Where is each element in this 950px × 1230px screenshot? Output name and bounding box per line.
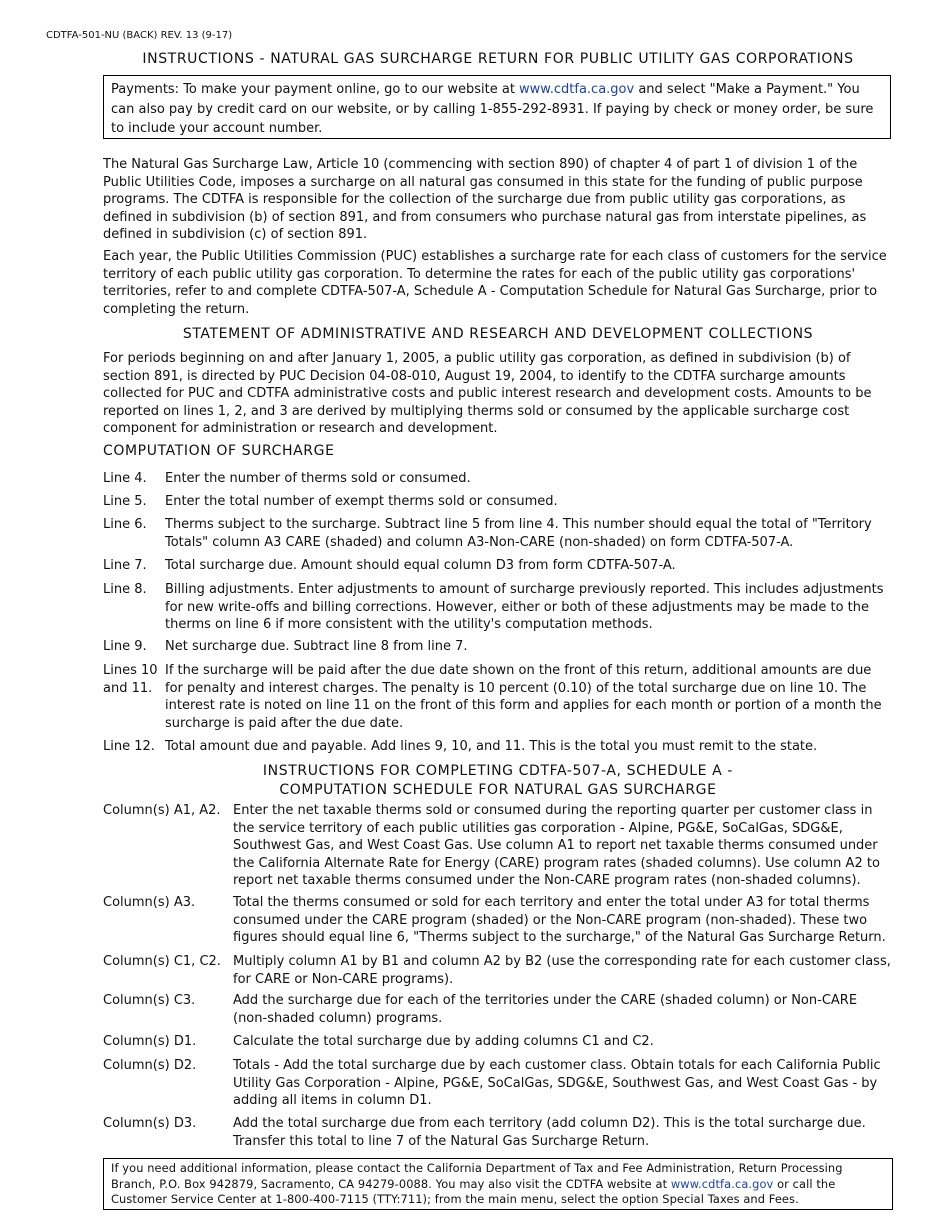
column-c1-c2-label: Column(s) C1, C2.: [103, 954, 221, 969]
computation-heading: COMPUTATION OF SURCHARGE: [103, 443, 335, 459]
schedule-heading-line-1: INSTRUCTIONS FOR COMPLETING CDTFA-507-A, SCHEDULE A -: [262, 763, 734, 779]
column-d2-text: Totals - Add the total surcharge due by each customer class. Obtain totals for each California Public Utility Gas Corporation - Alpine, PG&E, SoCalGas, SDG&E, Southwest Gas, and West Coast Gas - by adding all items in column D1.: [233, 1058, 881, 1108]
column-c3-label: Column(s) C3.: [103, 993, 196, 1008]
intro-paragraph-2: Each year, the Public Utilities Commission (PUC) establishes a surcharge rate for each class of customers for the service territory of each public utility gas corporation. To determine the rates for each of the public utility gas corporations' territories, refer to and complete CDTFA-507-A, Schedule A - Computation Schedule for Natural Gas Surcharge, prior to completing the return.: [103, 249, 887, 317]
payments-box: [103, 75, 891, 139]
statement-paragraph: For periods beginning on and after January 1, 2005, a public utility gas corporation, as defined in subdivision (b) of section 891, is directed by PUC Decision 04-08-010, August 19, 2004, to identify to the CDTFA surcharge amounts collected for PUC and CDTFA administrative costs and public interest research and development costs. Amounts to be reported on lines 1, 2, and 3 are derived by multiplying therms sold or consumed by the applicable surcharge cost component for administration or research and development.: [103, 351, 872, 436]
line-6-label: Line 6.: [103, 517, 147, 532]
column-d2-label: Column(s) D2.: [103, 1058, 197, 1073]
column-c3-text: Add the surcharge due for each of the territories under the CARE (shaded column) or Non-CARE (non-shaded column) programs.: [233, 993, 858, 1026]
lines-10-11-label: Lines 10 and 11.: [103, 663, 158, 696]
line-4-label: Line 4.: [103, 471, 147, 486]
line-9-text: Net surcharge due. Subtract line 8 from line 7.: [165, 639, 468, 654]
column-a1-a2-label: Column(s) A1, A2.: [103, 803, 221, 818]
column-d1-label: Column(s) D1.: [103, 1034, 197, 1049]
schedule-heading: [103, 762, 893, 800]
line-5-label: Line 5.: [103, 494, 147, 509]
footer-contact-box: [103, 1158, 893, 1210]
footer-text-continued: or call the Customer Service Center at 1-800-400-7115 (TTY:711); from the main menu, select the option Special Taxes and Fees.: [111, 1176, 836, 1206]
line-8-label: Line 8.: [103, 582, 147, 597]
payments-text-continued: and select "Make a Payment." You can also pay by credit card on our website, or by calling 1-855-292-8931. If paying by check or money order, be sure to include your account number.: [111, 82, 874, 136]
column-c1-c2-text: Multiply column A1 by B1 and column A2 by B2 (use the corresponding rate for each customer class, for CARE or Non-CARE programs).: [233, 954, 891, 987]
column-d3-label: Column(s) D3.: [103, 1116, 197, 1131]
lines-10-11-text: If the surcharge will be paid after the due date shown on the front of this return, additional amounts are due for penalty and interest charges. The penalty is 10 percent (0.10) of the total surcharge due on line 10. The interest rate is noted on line 11 on the front of this form and applies for each month or portion of a month the surcharge is paid after the due date.: [165, 663, 882, 731]
form-id: CDTFA-501-NU (BACK) REV. 13 (9-17): [46, 30, 233, 41]
page-title: INSTRUCTIONS - NATURAL GAS SURCHARGE RETURN FOR PUBLIC UTILITY GAS CORPORATIONS: [142, 51, 854, 67]
column-a3-text: Total the therms consumed or sold for each territory and enter the total under A3 for total therms consumed under the CARE program (shaded) or the Non-CARE program (non-shaded). These two figures should equal line 6, "Therms subject to the surcharge," of the Natural Gas Surcharge Return.: [233, 895, 886, 945]
column-d1-text: Calculate the total surcharge due by adding columns C1 and C2.: [233, 1034, 654, 1049]
line-5-text: Enter the total number of exempt therms sold or consumed.: [165, 494, 558, 509]
line-4-text: Enter the number of therms sold or consumed.: [165, 471, 471, 486]
footer-text: If you need additional information, please contact the California Department of Tax and Fee Administration, Return Processing Branch, P.O. Box 942879, Sacramento, CA 94279-0088. You may also visit the CDTFA website at: [111, 1161, 843, 1191]
column-a1-a2-text: Enter the net taxable therms sold or consumed during the reporting quarter per customer class in the service territory of each public utilities gas corporation - Alpine, PG&E, SoCalGas, SDG&E, Southwest Gas, and West Coast Gas. Use column A1 to report net taxable therms consumed under the California Alternate Rate for Energy (CARE) program rates (shaded columns). Use column A2 to report net taxable therms consumed under the Non-CARE program rates (non-shaded columns).: [233, 803, 880, 888]
payments-text: Payments: To make your payment online, go to our website at: [111, 82, 520, 97]
schedule-heading-line-2: COMPUTATION SCHEDULE FOR NATURAL GAS SURCHARGE: [279, 782, 717, 798]
line-6-text: Therms subject to the surcharge. Subtract line 5 from line 4. This number should equal the total of "Territory Totals" column A3 CARE (shaded) and column A3-Non-CARE (non-shaded) on form CDTFA-507-A.: [165, 517, 872, 550]
line-8-text: Billing adjustments. Enter adjustments to amount of surcharge previously reported. This includes adjustments for new write-offs and billing corrections. However, either or both of these adjustments may be made to the therms on line 6 if more consistent with the utility's computation methods.: [165, 582, 884, 632]
line-7-label: Line 7.: [103, 558, 147, 573]
line-12-text: Total amount due and payable. Add lines 9, 10, and 11. This is the total you must remit to the state.: [165, 739, 818, 754]
line-7-text: Total surcharge due. Amount should equal column D3 from form CDTFA-507-A.: [165, 558, 676, 573]
intro-paragraph-1: The Natural Gas Surcharge Law, Article 10 (commencing with section 890) of chapter 4 of part 1 of division 1 of the Public Utilities Code, imposes a surcharge on all natural gas consumed in this state for the funding of public purpose programs. The CDTFA is responsible for the collection of the surcharge due from public utility gas corporations, as defined in subdivision (b) of section 891, and from consumers who purchase natural gas from interstate pipelines, as defined in subdivision (c) of section 891.: [103, 157, 867, 242]
line-9-label: Line 9.: [103, 639, 147, 654]
footer-website-link[interactable]: www.cdtfa.ca.gov: [670, 1176, 774, 1191]
column-a3-label: Column(s) A3.: [103, 895, 196, 910]
line-12-label: Line 12.: [103, 739, 155, 754]
payments-website-link[interactable]: www.cdtfa.ca.gov: [519, 82, 635, 97]
column-d3-text: Add the total surcharge due from each territory (add column D2). This is the total surcharge due. Transfer this total to line 7 of the Natural Gas Surcharge Return.: [233, 1116, 866, 1149]
statement-heading: STATEMENT OF ADMINISTRATIVE AND RESEARCH AND DEVELOPMENT COLLECTIONS: [182, 326, 814, 342]
